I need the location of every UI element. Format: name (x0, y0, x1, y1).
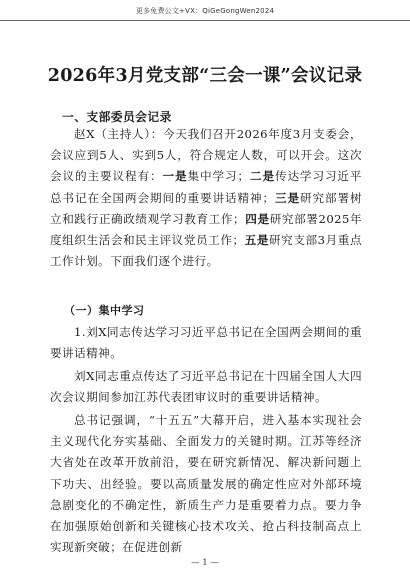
opening-paragraph (50, 124, 362, 272)
agenda-text-1: 集中学习； (187, 169, 250, 184)
agenda-text-3: 研究部署树立和践行正确政绩观学习教育工作； (50, 190, 362, 226)
document-title: 2026年3月党支部“三会一课”会议记录 (47, 66, 363, 86)
section-heading-committee: 一、支部委员会记录 (62, 110, 172, 124)
agenda-text-2: 传达学习习近平总书记在全国两会期间的重要讲话精神； (50, 169, 362, 205)
study-summary-paragraph: 刘X同志重点传达了习近平总书记在十四届全国人大四次会议期间参加江苏代表团审议时的重要讲话精神。 (50, 369, 362, 405)
agenda-text-4: 研究部署2025年度组织生活会和民主评议党员工作； (50, 211, 363, 248)
header-divider (0, 20, 410, 21)
page-number: — 1 — (191, 558, 219, 568)
header-note: 更多免费公文+VX：QiGeGongWen2024 (135, 7, 275, 15)
agenda-text-5: 研究支部3月重点工作计划。下面我们逐个进行。 (50, 233, 363, 269)
study-detail-paragraph: 总书记强调，“十五五”大幕开启，进入基本实现社会主义现代化夯实基础、全面发力的关键时期。江苏等经济大省处在改革开放前沿，要在研究新情况、解决新问题上下功夫、出经验。要以高质量发展的确定性应对外部环境急剧变化的不确定性，新质生产力是重要着力点。要力争在加强原始创新和关键核心技术攻关、抢占科技制高点上实现新突破；在促进创新 (50, 413, 362, 555)
opening-text: 赵X（主持人）：今天我们召开2026年度3月支委会，会议应到5人、实到5人，符合规定人数，可以开会。这次会议的主要议程有： (50, 127, 362, 184)
agenda-label-1: 一是 (162, 169, 188, 184)
agenda-label-2: 二是 (249, 169, 275, 184)
agenda-label-3: 三是 (274, 190, 300, 205)
agenda-label-5: 五是 (244, 233, 270, 248)
agenda-label-4: 四是 (245, 211, 270, 226)
study-item-paragraph: 1.刘X同志传达学习习近平总书记在全国两会期间的重要讲话精神。 (50, 325, 362, 361)
subsection-heading-study: （一）集中学习 (64, 304, 145, 317)
